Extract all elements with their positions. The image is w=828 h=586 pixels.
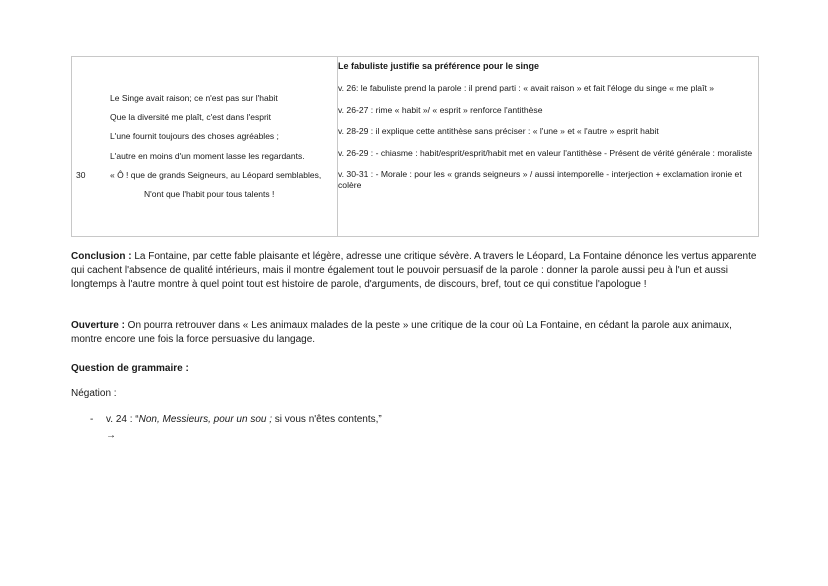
analysis-paragraph: v. 28-29 : il explique cette antithèse sans préciser : « l'une » et « l'autre » esprit habit (338, 126, 659, 136)
verse-cell (72, 57, 338, 237)
ouverture-paragraph (71, 319, 761, 347)
conclusion-paragraph (71, 250, 761, 292)
ouverture-text: On pourra retrouver dans « Les animaux malades de la peste » une critique de la cour où La Fontaine, en cédant la parole aux animaux, montre encore une fois la force persuasive du langage. (71, 320, 732, 345)
analysis-paragraph: v. 26-29 : - chiasme : habit/esprit/esprit/habit met en valeur l'antithèse - Présent de vérité générale : moraliste (338, 147, 753, 158)
ouverture-label: Ouverture : (71, 320, 125, 331)
analysis-paragraph: v. 26-27 : rime « habit »/ « esprit » renforce l'antithèse (338, 104, 543, 115)
quote-italic: Non, Messieurs, pour un sou ; (138, 414, 273, 425)
verse-line: Que la diversité me plaît, c'est dans l'esprit (110, 112, 272, 122)
analysis-paragraph: v. 26: le fabuliste prend la parole : il prend parti : « avait raison » et fait l'éloge du singe « me plaît » (338, 83, 715, 93)
analysis-table (71, 56, 759, 237)
analysis-title: Le fabuliste justifie sa préférence pour le singe (338, 61, 540, 71)
list-item: v. 24 : “Non, Messieurs, pour un sou ; si vous n'êtes contents,” (106, 414, 382, 425)
list-bullet: - (90, 414, 94, 425)
analysis-cell (338, 57, 759, 237)
verse-line: L'autre en moins d'un moment lasse les regardants. (110, 151, 305, 161)
grammar-heading: Question de grammaire : (71, 363, 189, 374)
conclusion-label: Conclusion : (71, 251, 132, 262)
grammar-subheading: Négation : (71, 388, 117, 399)
verse-line: L'une fournit toujours des choses agréables ; (110, 131, 279, 141)
verse-line: « Ô ! que de grands Seigneurs, au Léopard semblables, (110, 170, 322, 180)
analysis-paragraph: v. 30-31 : - Morale : pour les « grands seigneurs » / aussi intemporelle - interjection + exclamation ironie et colère (338, 169, 742, 190)
verse-line: N'ont que l'habit pour tous talents ! (144, 189, 275, 199)
arrow-icon: → (106, 430, 116, 441)
verse-number: 30 (76, 170, 86, 180)
verse-line: Le Singe avait raison; ce n'est pas sur l'habit (110, 93, 278, 103)
conclusion-text: La Fontaine, par cette fable plaisante et légère, adresse une critique sévère. A travers le Léopard, La Fontaine dénonce les vertus apparente qui cachent l'absence de qualité intérieurs, mais il montre également tout le pouvoir persuasif de la parole : donner la parole aussi peu à l'un et aussi longtemps à l'autre montre à quel point tout est histoire de parole, d'arguments, de discours, bref, tout ce qui constitue l'apologue ! (71, 251, 757, 290)
table-row (72, 57, 759, 237)
